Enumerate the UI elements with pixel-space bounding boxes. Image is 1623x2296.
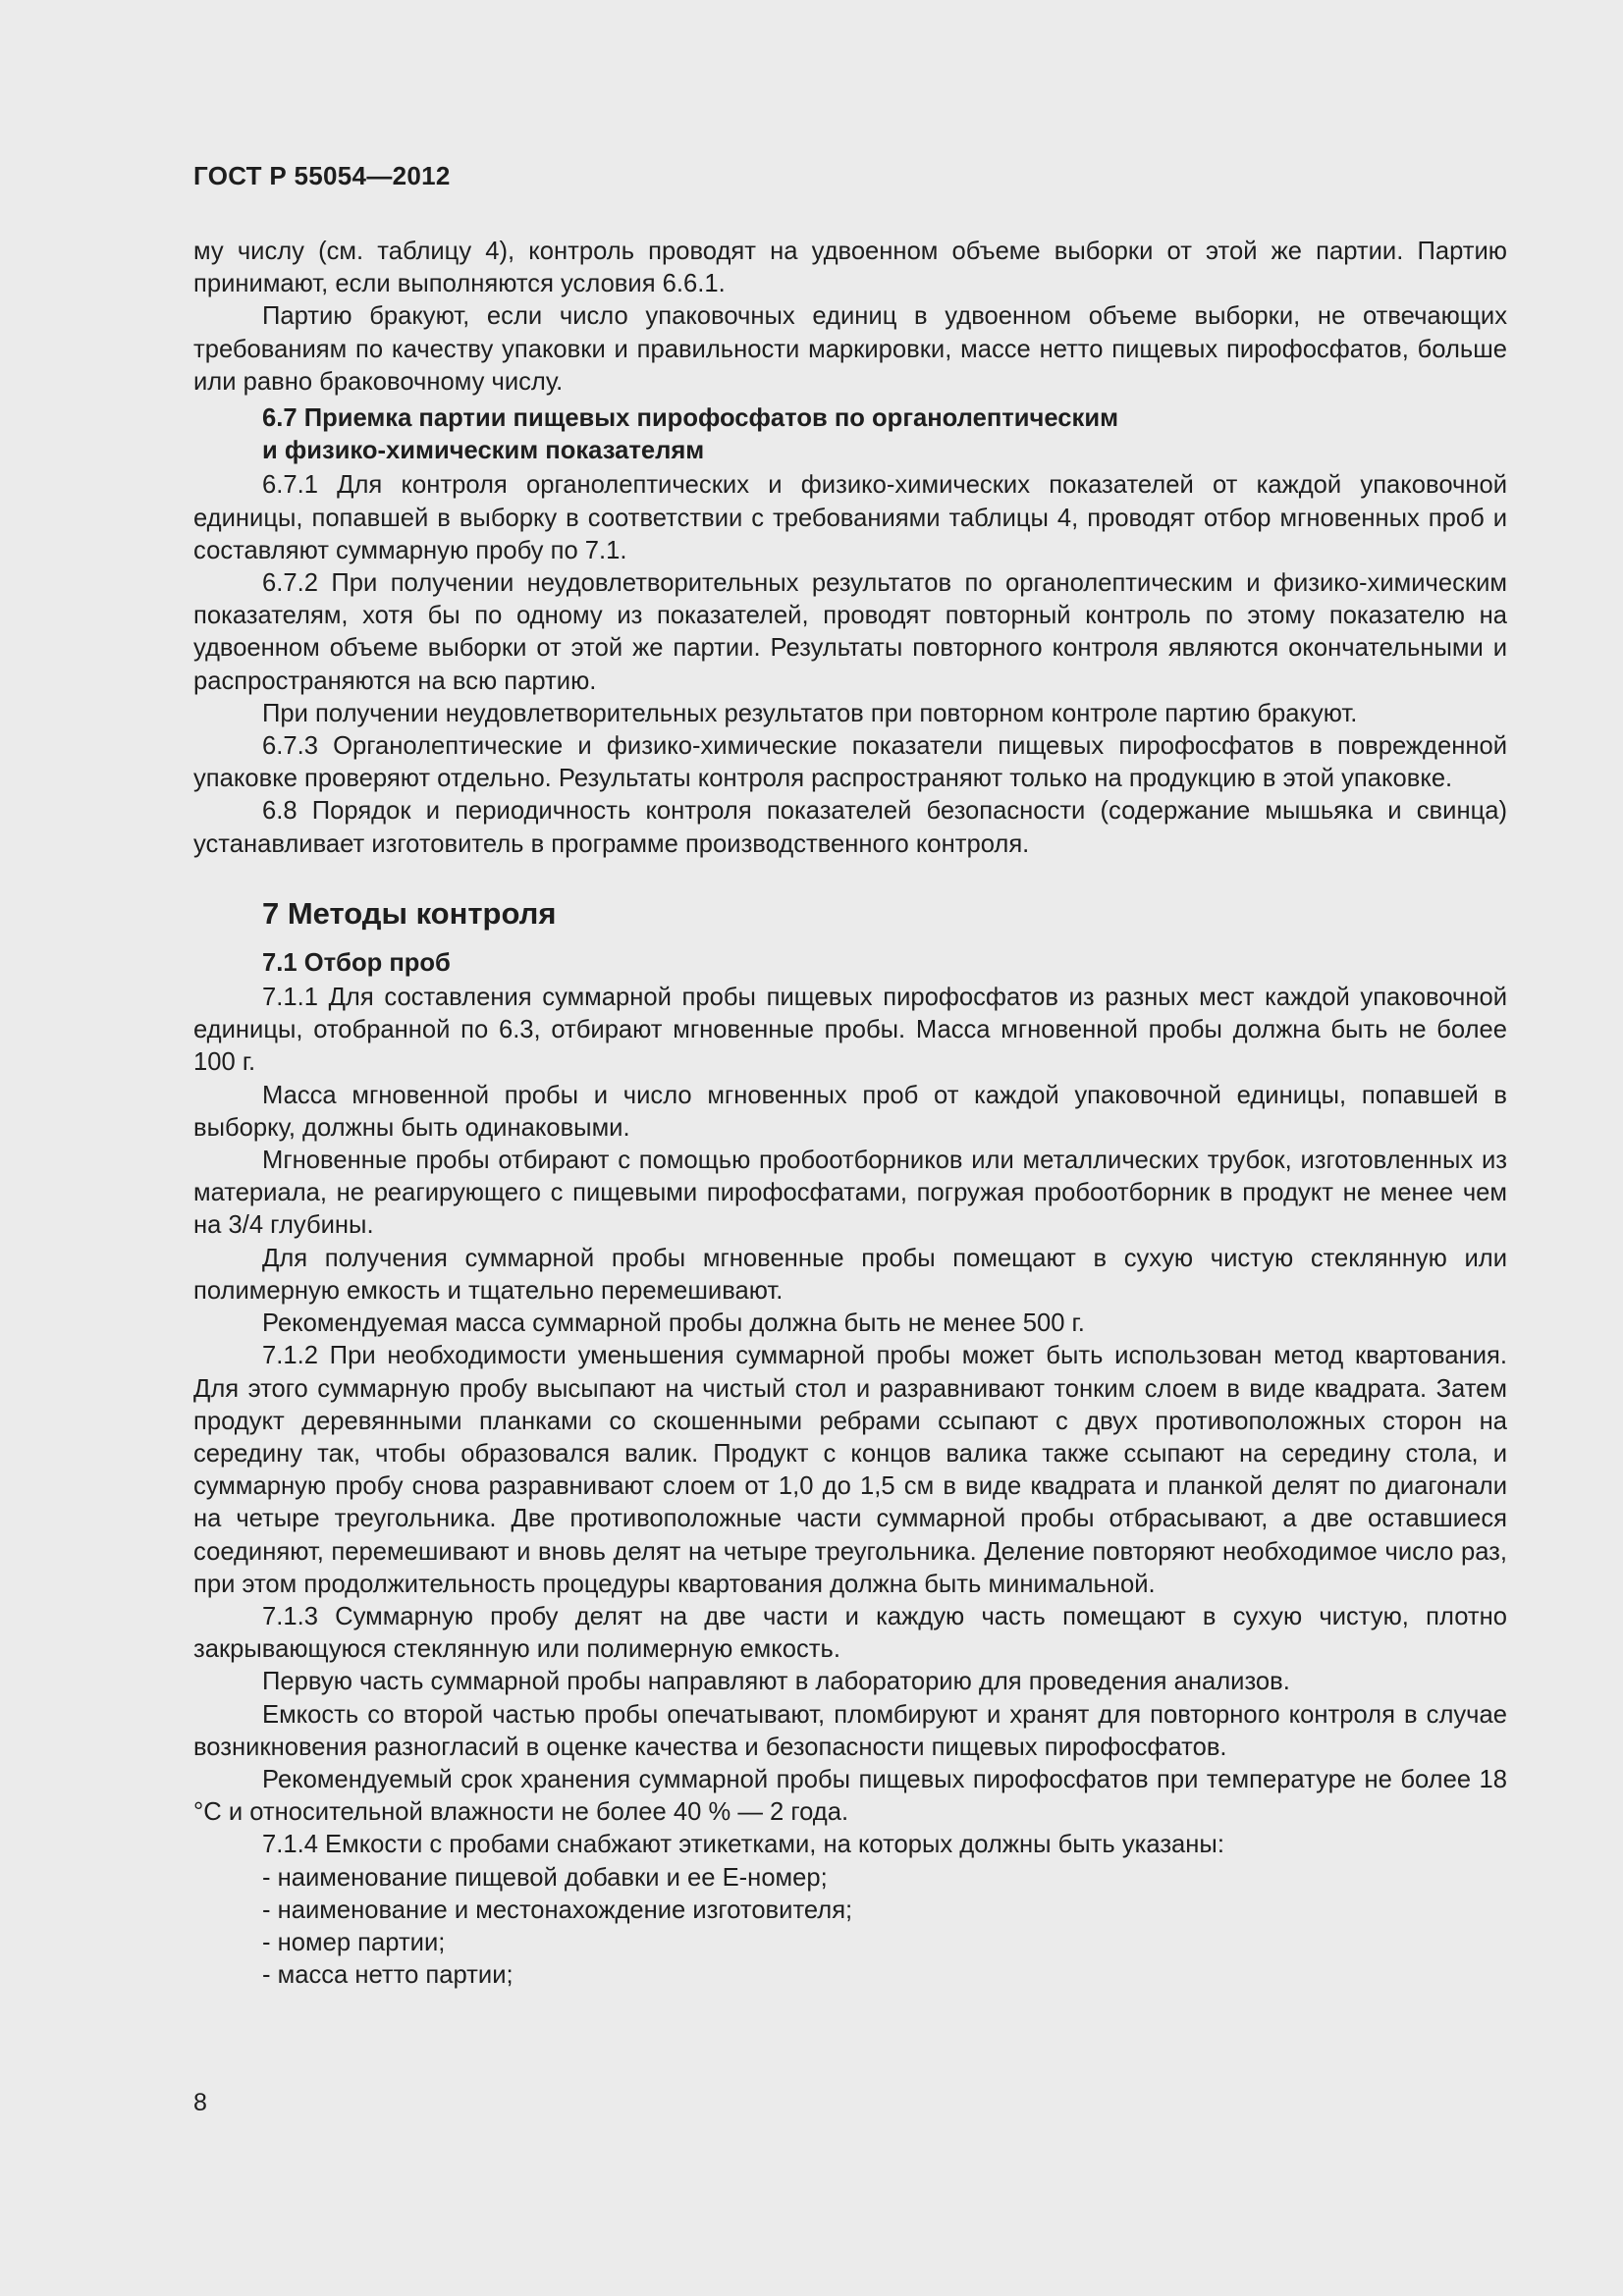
- paragraph: 6.7.3 Органолептические и физико-химические показатели пищевых пирофосфатов в поврежденной упаковке проверяют отдельно. Результаты контроля распространяют только на продукцию в этой упаковке.: [193, 732, 1507, 793]
- paragraph: Масса мгновенной пробы и число мгновенных проб от каждой упаковочной единицы, попавшей в выборку, должны быть одинаковыми.: [193, 1081, 1507, 1142]
- list-item: - наименование и местонахождение изготовителя;: [262, 1896, 853, 1924]
- paragraph: 7.1.2 При необходимости уменьшения суммарной пробы может быть использован метод квартования. Для этого суммарную пробу высыпают на чистый стол и разравнивают тонким слоем в виде квадрата. Затем продукт деревянными планками со скошенными ребрами ссыпают с двух противоположных сторон на середину так, чтобы образовался валик. Продукт с концов валика также ссыпают на середину стола, и суммарную пробу снова разравнивают слоем от 1,0 до 1,5 см в виде квадрата и планкой делят по диагонали на четыре треугольника. Две противоположные части суммарной пробы отбрасывают, а две оставшиеся соединяют, перемешивают и вновь делят на четыре треугольника. Деление повторяют необходимое число раз, при этом продолжительность процедуры квартования должна быть минимальной.: [193, 1342, 1507, 1598]
- subsection-heading-7-1: 7.1 Отбор проб: [262, 948, 451, 977]
- paragraph: Рекомендуемая масса суммарной пробы должна быть не менее 500 г.: [262, 1309, 1085, 1338]
- list-item: - масса нетто партии;: [262, 1961, 514, 1990]
- paragraph: Для получения суммарной пробы мгновенные пробы помещают в сухую чистую стеклянную или полимерную емкость и тщательно перемешивают.: [193, 1244, 1507, 1305]
- paragraph: Партию бракуют, если число упаковочных единиц в удвоенном объеме выборки, не отвечающих требованиям по качеству упаковки и правильности маркировки, массе нетто пищевых пирофосфатов, больше или равно браковочному числу.: [193, 302, 1507, 396]
- list-item: - наименование пищевой добавки и ее Е-номер;: [262, 1863, 828, 1892]
- paragraph: Емкость со второй частью пробы опечатывают, пломбируют и хранят для повторного контроля в случае возникновения разногласий в оценке качества и безопасности пищевых пирофосфатов.: [193, 1700, 1507, 1761]
- paragraph: При получении неудовлетворительных результатов при повторном контроле партию бракуют.: [262, 699, 1358, 727]
- paragraph: 6.8 Порядок и периодичность контроля показателей безопасности (содержание мышьяка и свинца) устанавливает изготовитель в программе производственного контроля.: [193, 797, 1507, 858]
- section-heading-7: 7 Методы контроля: [262, 895, 557, 931]
- subsection-heading-6-7: [193, 402, 1507, 467]
- paragraph: 7.1.4 Емкости с пробами снабжают этикетками, на которых должны быть указаны:: [262, 1831, 1224, 1859]
- paragraph: 6.7.2 При получении неудовлетворительных результатов по органолептическим и физико-химическим показателям, хотя бы по одному из показателей, проводят повторный контроль по этому показателю на удвоенном объеме выборки от этой же партии. Результаты повторного контроля являются окончательными и распространяются на всю партию.: [193, 569, 1507, 695]
- paragraph: 7.1.3 Суммарную пробу делят на две части и каждую часть помещают в сухую чистую, плотно закрывающуюся стеклянную или полимерную емкость.: [193, 1602, 1507, 1664]
- paragraph: Мгновенные пробы отбирают с помощью пробоотборников или металлических трубок, изготовленных из материала, не реагирующего с пищевыми пирофосфатами, погружая пробоотборник в продукт не менее чем на 3/4 глубины.: [193, 1147, 1507, 1240]
- document-body: [193, 236, 1507, 1992]
- heading-line: 6.7 Приемка партии пищевых пирофосфатов по органолептическим: [262, 404, 1119, 433]
- paragraph: Рекомендуемый срок хранения суммарной пробы пищевых пирофосфатов при температуре не более 18 °С и относительной влажности не более 40 % — 2 года.: [193, 1765, 1507, 1827]
- page-number: 8: [193, 2089, 207, 2116]
- document-code-header: ГОСТ Р 55054—2012: [193, 161, 451, 190]
- paragraph: Первую часть суммарной пробы направляют в лабораторию для проведения анализов.: [262, 1668, 1290, 1696]
- list-item: - номер партии;: [262, 1928, 446, 1956]
- paragraph: 7.1.1 Для составления суммарной пробы пищевых пирофосфатов из разных мест каждой упаковочной единицы, отобранной по 6.3, отбирают мгновенные пробы. Масса мгновенной пробы должна быть не более 100 г.: [193, 984, 1507, 1077]
- paragraph: 6.7.1 Для контроля органолептических и физико-химических показателей от каждой упаковочной единицы, попавшей в выборку в соответствии с требованиями таблицы 4, проводят отбор мгновенных проб и составляют суммарную пробу по 7.1.: [193, 471, 1507, 564]
- paragraph: му числу (см. таблицу 4), контроль проводят на удвоенном объеме выборки от этой же партии. Партию принимают, если выполняются условия 6.6.1.: [193, 238, 1507, 298]
- heading-line: и физико-химическим показателям: [262, 437, 705, 465]
